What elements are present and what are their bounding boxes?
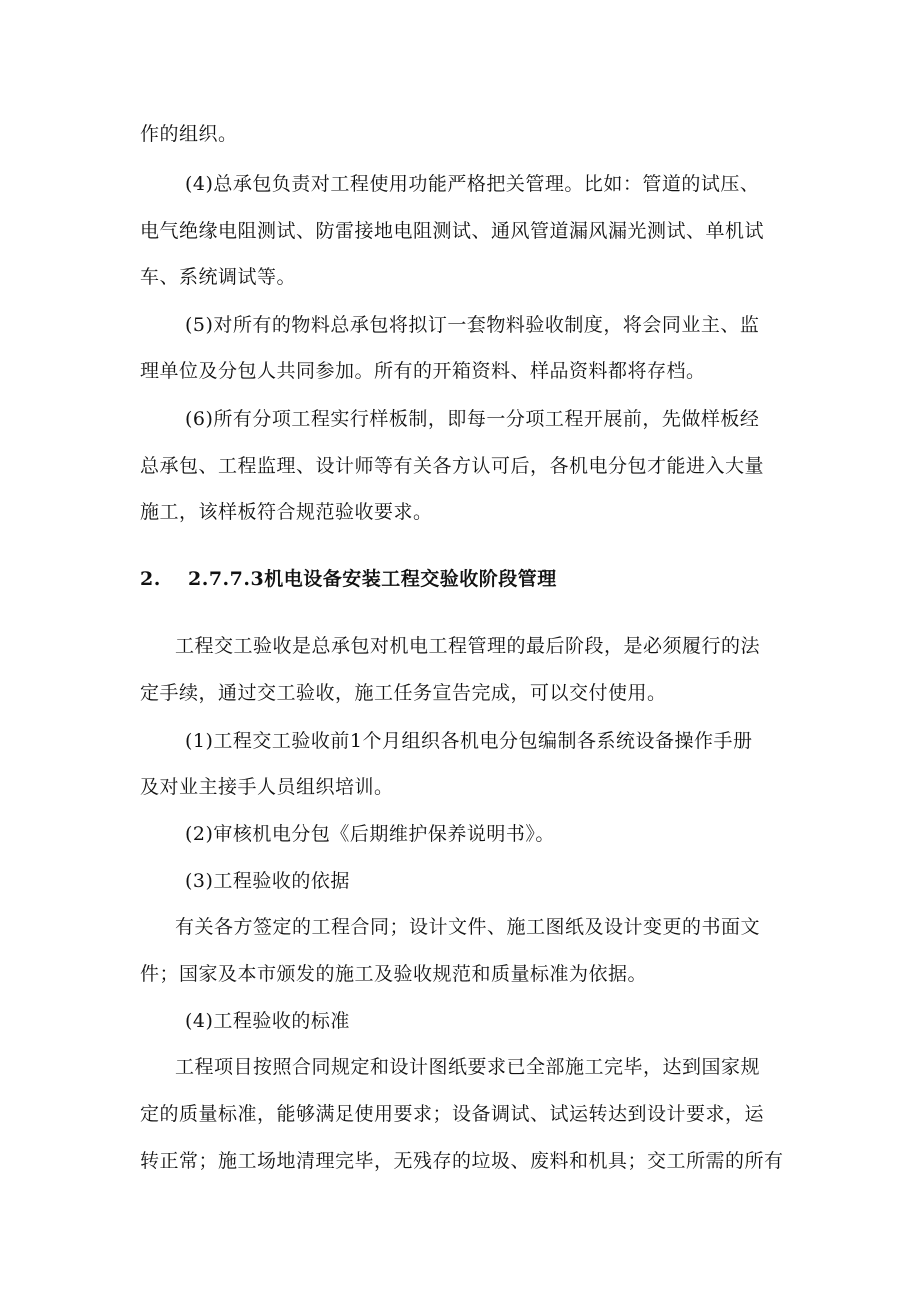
paragraph-line: 理单位及分包人共同参加。所有的开箱资料、样品资料都将存档。 <box>140 360 706 382</box>
paragraph-line: (2)审核机电分包《后期维护保养说明书》。 <box>185 823 555 845</box>
section-heading-number: 2. <box>140 568 161 590</box>
paragraph-line: 转正常；施工场地清理完毕，无残存的垃圾、废料和机具；交工所需的所有 <box>140 1150 784 1172</box>
paragraph-line: 总承包、工程监理、设计师等有关各方认可后，各机电分包才能进入大量 <box>140 455 765 477</box>
paragraph-line: 电气绝缘电阻测试、防雷接地电阻测试、通风管道漏风漏光测试、单机试 <box>140 220 765 242</box>
paragraph-line: 有关各方签定的工程合同；设计文件、施工图纸及设计变更的书面文 <box>175 916 761 938</box>
paragraph-line: 工程交工验收是总承包对机电工程管理的最后阶段，是必须履行的法 <box>175 635 761 657</box>
paragraph-line: 定的质量标准，能够满足使用要求；设备调试、试运转达到设计要求，运 <box>140 1103 765 1125</box>
paragraph-line: (4)总承包负责对工程使用功能严格把关管理。比如：管道的试压、 <box>185 173 760 195</box>
paragraph-line: (3)工程验收的依据 <box>185 870 350 892</box>
paragraph-line: 作的组织。 <box>140 123 238 145</box>
paragraph-line: 施工，该样板符合规范验收要求。 <box>140 501 433 523</box>
paragraph-line: 件；国家及本市颁发的施工及验收规范和质量标准为依据。 <box>140 963 648 985</box>
paragraph-line: (5)对所有的物料总承包将拟订一套物料验收制度，将会同业主、监 <box>185 314 760 336</box>
paragraph-line: (1)工程交工验收前1个月组织各机电分包编制各系统设备操作手册 <box>185 730 753 752</box>
paragraph-line: 定手续，通过交工验收，施工任务宣告完成，可以交付使用。 <box>140 682 667 704</box>
paragraph-line: (4)工程验收的标准 <box>185 1010 350 1032</box>
section-heading-title: 2.7.7.3机电设备安装工程交验收阶段管理 <box>188 568 557 590</box>
paragraph-line: 车、系统调试等。 <box>140 266 297 288</box>
paragraph-line: 及对业主接手人员组织培训。 <box>140 776 394 798</box>
paragraph-line: (6)所有分项工程实行样板制，即每一分项工程开展前，先做样板经 <box>185 408 760 430</box>
paragraph-line: 工程项目按照合同规定和设计图纸要求已全部施工完毕，达到国家规 <box>175 1056 761 1078</box>
section-heading <box>140 567 557 591</box>
